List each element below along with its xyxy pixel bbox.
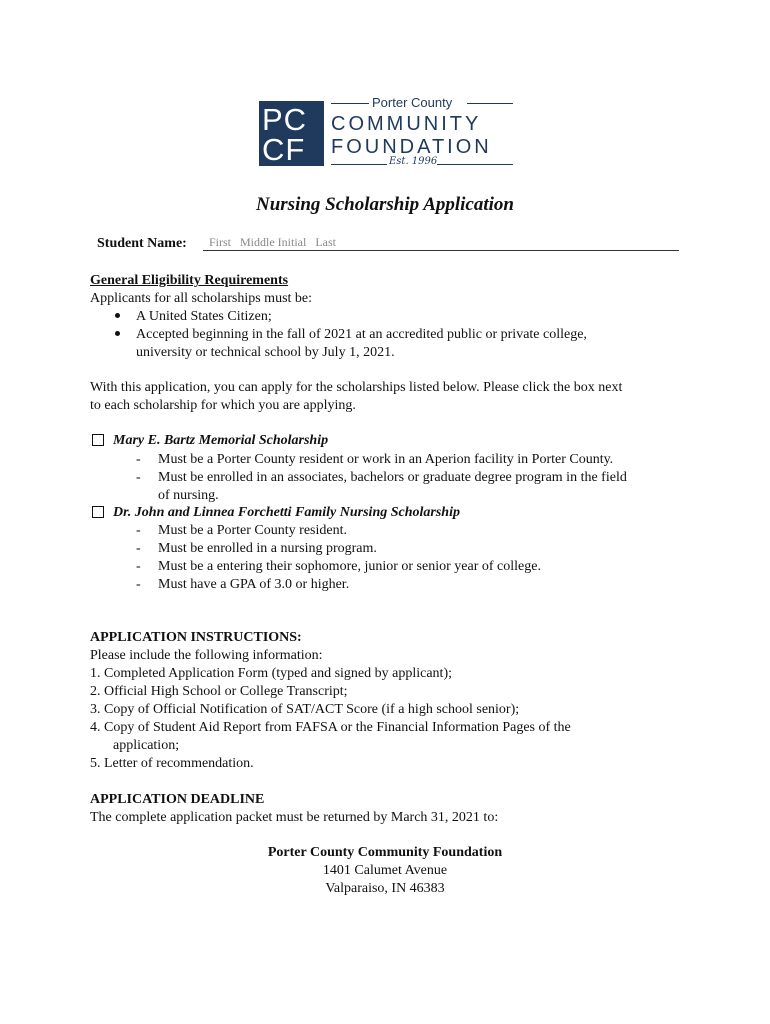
instructions-intro: Please include the following information: <box>90 648 323 663</box>
bartz-requirement-2-cont: of nursing. <box>158 488 219 503</box>
dash-marker: - <box>136 559 141 574</box>
eligibility-bullet-accepted-cont: university or technical school by July 1, 2021. <box>136 345 395 360</box>
address-city: Valparaiso, IN 46383 <box>325 881 445 896</box>
instruction-item-1: 1. Completed Application Form (typed and signed by applicant); <box>90 666 452 681</box>
instruction-item-5: 5. Letter of recommendation. <box>90 756 254 771</box>
logo-rule-bottom-right <box>437 164 513 165</box>
instruction-item-3: 3. Copy of Official Notification of SAT/ACT Score (if a high school senior); <box>90 702 520 717</box>
scholarship-name-forchetti: Dr. John and Linnea Forchetti Family Nursing Scholarship <box>113 505 460 520</box>
dash-marker: - <box>136 541 141 556</box>
logo-rule-bottom-left <box>331 164 387 165</box>
logo-porter-county: Porter County <box>372 95 453 110</box>
forchetti-requirement-4: Must have a GPA of 3.0 or higher. <box>158 577 350 592</box>
instructions-heading: APPLICATION INSTRUCTIONS: <box>90 630 302 645</box>
forchetti-requirement-3: Must be a entering their sophomore, junior or senior year of college. <box>158 559 541 574</box>
eligibility-bullet-citizen: A United States Citizen; <box>136 309 272 324</box>
instruction-item-2: 2. Official High School or College Transcript; <box>90 684 348 699</box>
bullet-icon <box>115 313 120 318</box>
student-name-input[interactable] <box>203 234 679 251</box>
eligibility-bullet-accepted: Accepted beginning in the fall of 2021 at an accredited public or private college, <box>136 327 587 342</box>
logo-rule-left <box>331 103 369 104</box>
forchetti-requirement-1: Must be a Porter County resident. <box>158 523 347 538</box>
apply-instructions-line2: to each scholarship for which you are applying. <box>90 398 356 413</box>
dash-marker: - <box>136 470 141 485</box>
deadline-text: The complete application packet must be returned by March 31, 2021 to: <box>90 810 499 825</box>
logo-foundation: FOUNDATION <box>331 136 492 158</box>
student-name-label: Student Name: <box>97 236 187 251</box>
instruction-item-4-cont: application; <box>113 738 180 753</box>
pccf-logo <box>259 96 513 172</box>
checkbox-forchetti-scholarship[interactable] <box>92 506 104 518</box>
bartz-requirement-1: Must be a Porter County resident or work in an Aperion facility in Porter County. <box>158 452 614 467</box>
address-org: Porter County Community Foundation <box>267 845 503 860</box>
eligibility-heading: General Eligibility Requirements <box>90 273 289 288</box>
dash-marker: - <box>136 577 141 592</box>
logo-letters-cf: CF <box>262 132 306 167</box>
logo-rule-right <box>467 103 513 104</box>
logo-community: COMMUNITY <box>331 113 482 135</box>
eligibility-intro: Applicants for all scholarships must be: <box>90 291 313 306</box>
apply-instructions-line1: With this application, you can apply for the scholarships listed below. Please click the box next <box>90 380 623 395</box>
address-street: 1401 Calumet Avenue <box>322 863 448 878</box>
bullet-icon <box>115 331 120 336</box>
dash-marker: - <box>136 452 141 467</box>
scholarship-name-bartz: Mary E. Bartz Memorial Scholarship <box>113 433 329 448</box>
instruction-item-4: 4. Copy of Student Aid Report from FAFSA or the Financial Information Pages of the <box>90 720 571 735</box>
logo-est: Est. 1996 <box>389 156 438 167</box>
checkbox-bartz-scholarship[interactable] <box>92 434 104 446</box>
dash-marker: - <box>136 523 141 538</box>
deadline-heading: APPLICATION DEADLINE <box>90 792 265 807</box>
logo-mark <box>259 101 324 166</box>
bartz-requirement-2: Must be enrolled in an associates, bachelors or graduate degree program in the field <box>158 470 627 485</box>
logo-letters-pc: PC <box>262 102 308 137</box>
forchetti-requirement-2: Must be enrolled in a nursing program. <box>158 541 377 556</box>
page-title: Nursing Scholarship Application <box>256 194 514 215</box>
